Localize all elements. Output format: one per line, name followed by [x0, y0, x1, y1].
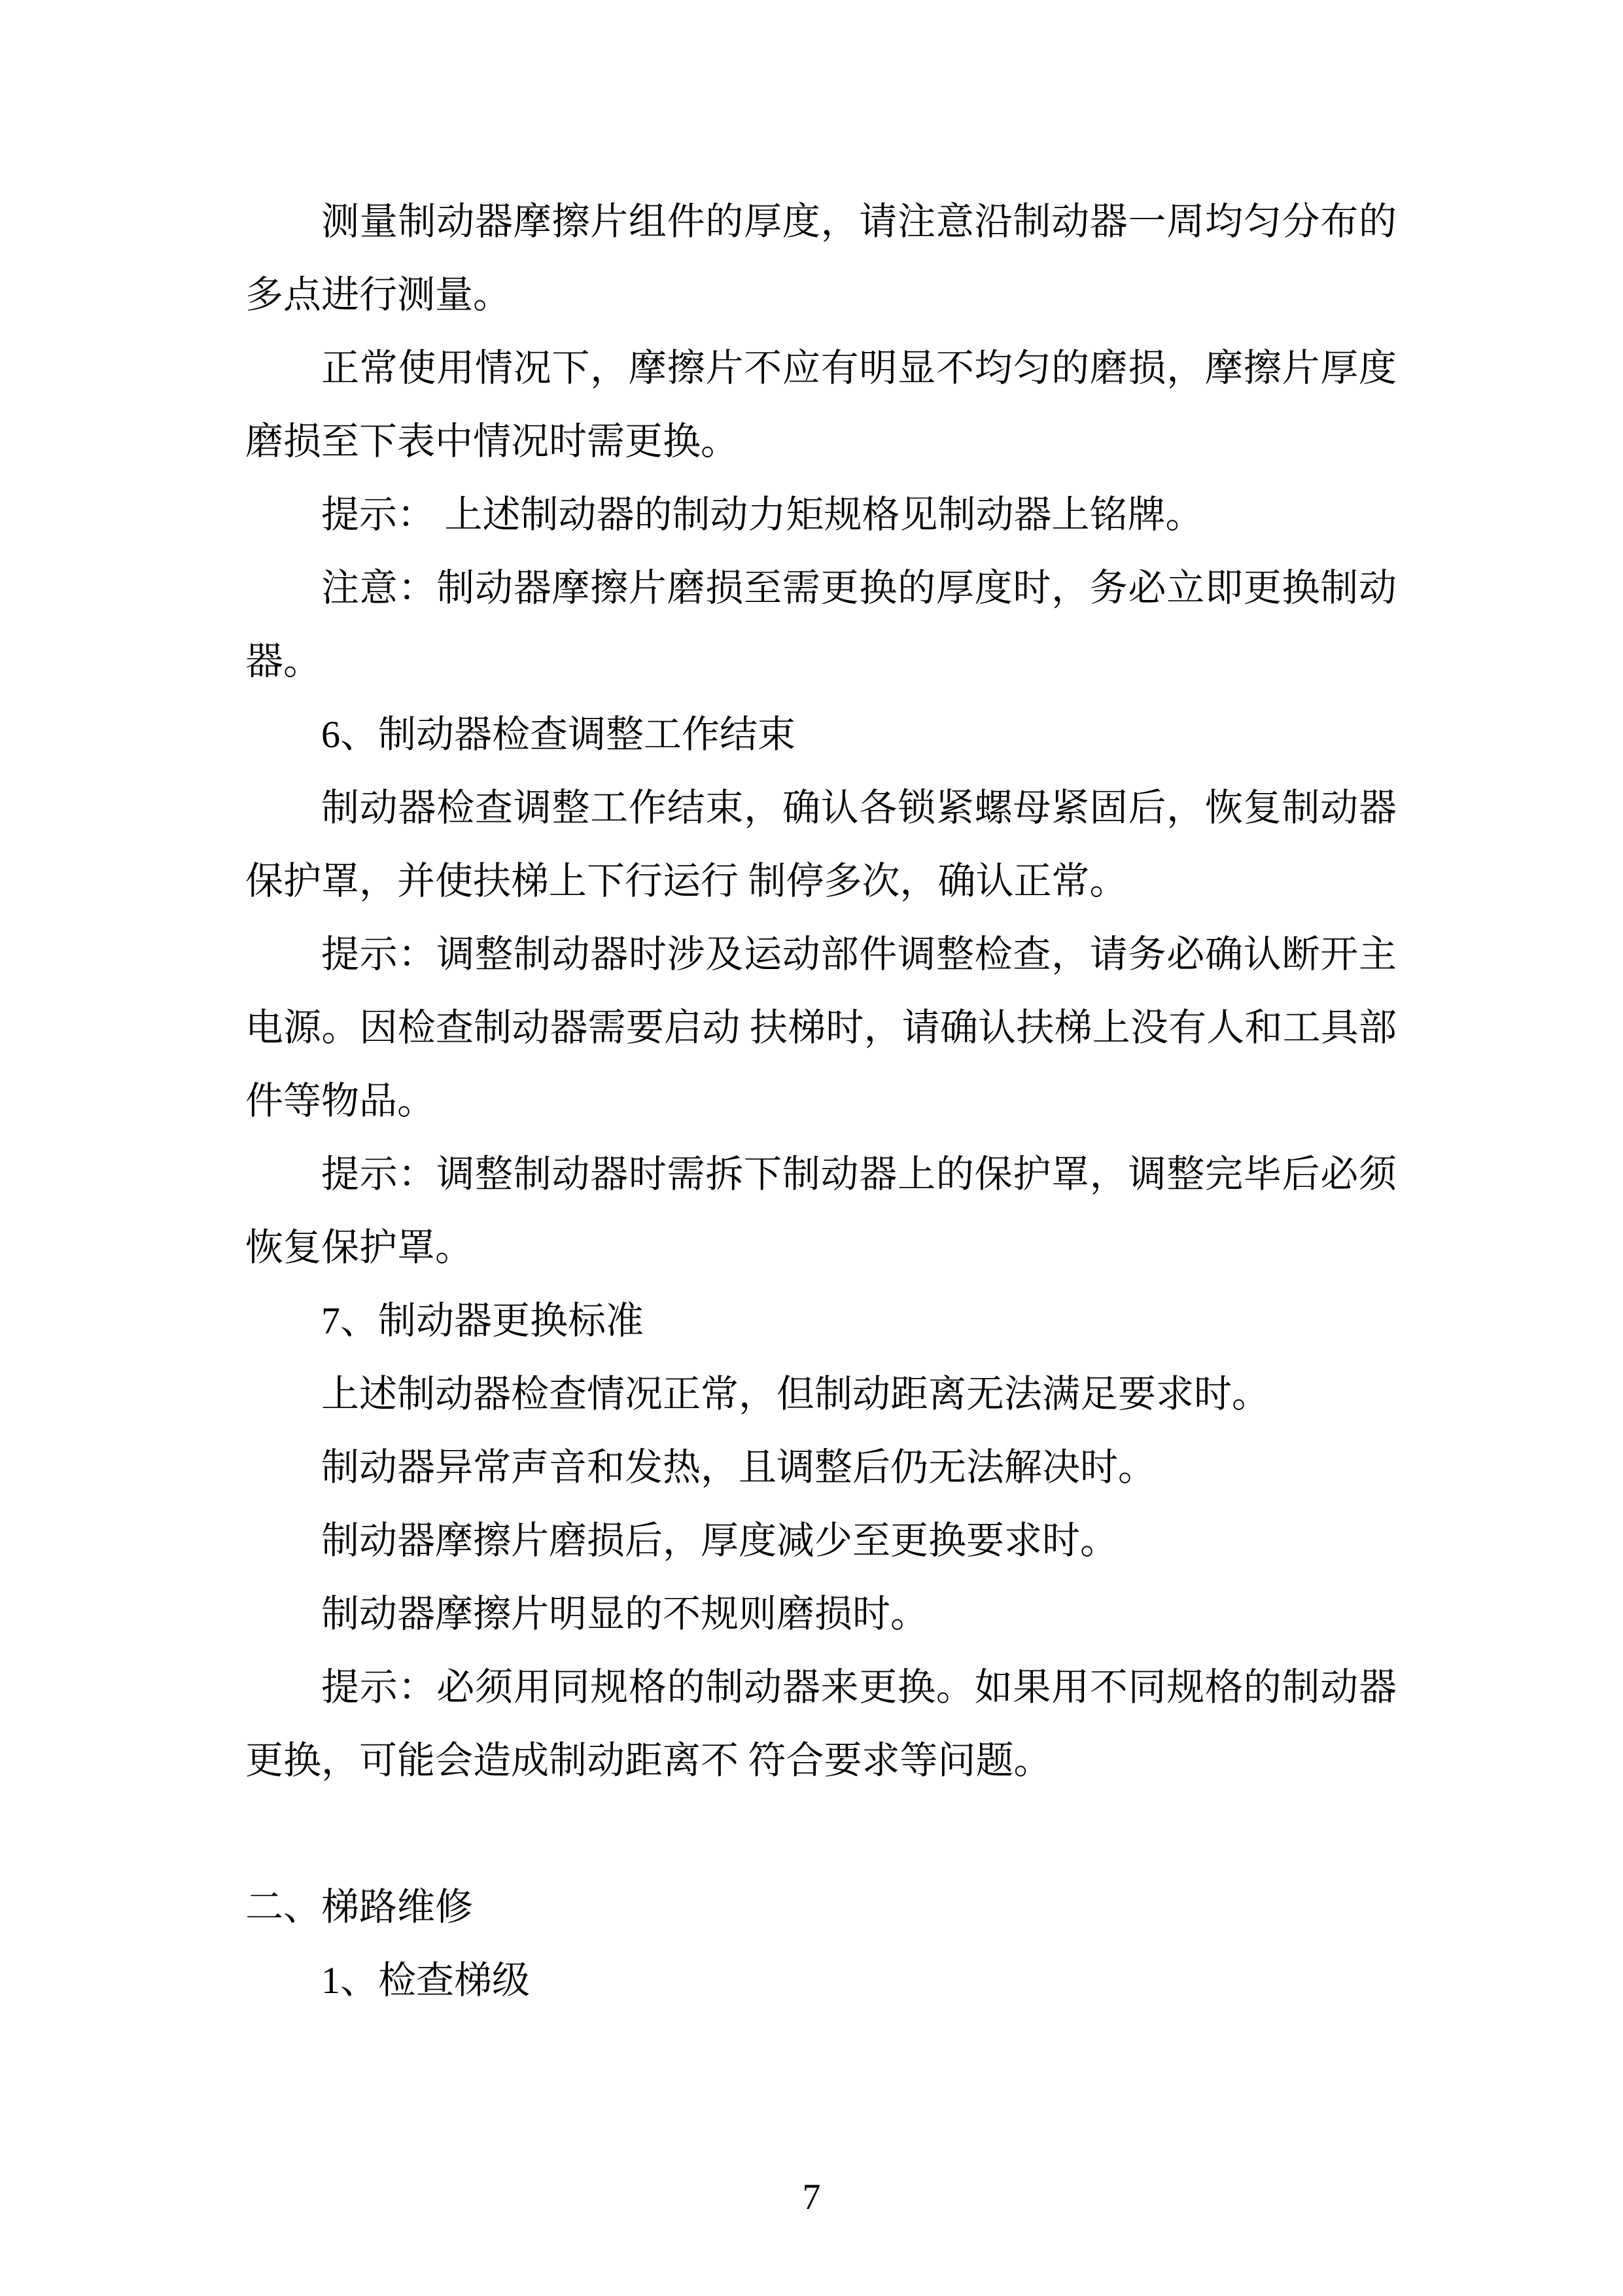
blank-line — [245, 1797, 1397, 1871]
paragraph: 正常使用情况下，摩擦片不应有明显不均匀的磨损，摩擦片厚度磨损至下表中情况时需更换。 — [245, 347, 1397, 463]
paragraph-tip: 提示：必须用同规格的制动器来更换。如果用不同规格的制动器更换，可能会造成制动距离不 符合要求等问题。 — [245, 1666, 1397, 1782]
page-number: 7 — [802, 2177, 821, 2217]
paragraph-tip: 提示： 上述制动器的制动力矩规格见制动器上铭牌。 — [321, 493, 1204, 536]
paragraph-tip: 提示：调整制动器时需拆下制动器上的保护罩，调整完毕后必须恢复保护罩。 — [245, 1153, 1397, 1269]
paragraph: 上述制动器检查情况正常，但制动距离无法满足要求时。 — [321, 1373, 1270, 1415]
heading-section-6: 6、制动器检查调整工作结束 — [321, 713, 796, 756]
heading-subsection-1-check-steps: 1、检查梯级 — [321, 1959, 531, 2002]
paragraph: 制动器摩擦片明显的不规则磨损时。 — [321, 1593, 929, 1635]
paragraph-tip: 提示：调整制动器时涉及运动部件调整检查，请务必确认断开主电源。因检查制动器需要启动 扶梯时，请确认扶梯上没有人和工具部件等物品。 — [245, 933, 1397, 1122]
heading-section-7: 7、制动器更换标准 — [321, 1299, 644, 1342]
paragraph: 制动器异常声音和发热，且调整后仍无法解决时。 — [321, 1446, 1157, 1489]
paragraph: 测量制动器摩擦片组件的厚度，请注意沿制动器一周均匀分布的多点进行测量。 — [245, 200, 1397, 316]
paragraph-notice: 注意：制动器摩擦片磨损至需更换的厚度时，务必立即更换制动器。 — [245, 567, 1397, 682]
heading-section-2-stairway-repair: 二、梯路维修 — [245, 1886, 474, 1928]
paragraph: 制动器摩擦片磨损后，厚度减少至更换要求时。 — [321, 1519, 1119, 1562]
paragraph: 制动器检查调整工作结束，确认各锁紧螺母紧固后，恢复制动器保护罩，并使扶梯上下行运行 制停多次，确认正常。 — [245, 786, 1397, 902]
